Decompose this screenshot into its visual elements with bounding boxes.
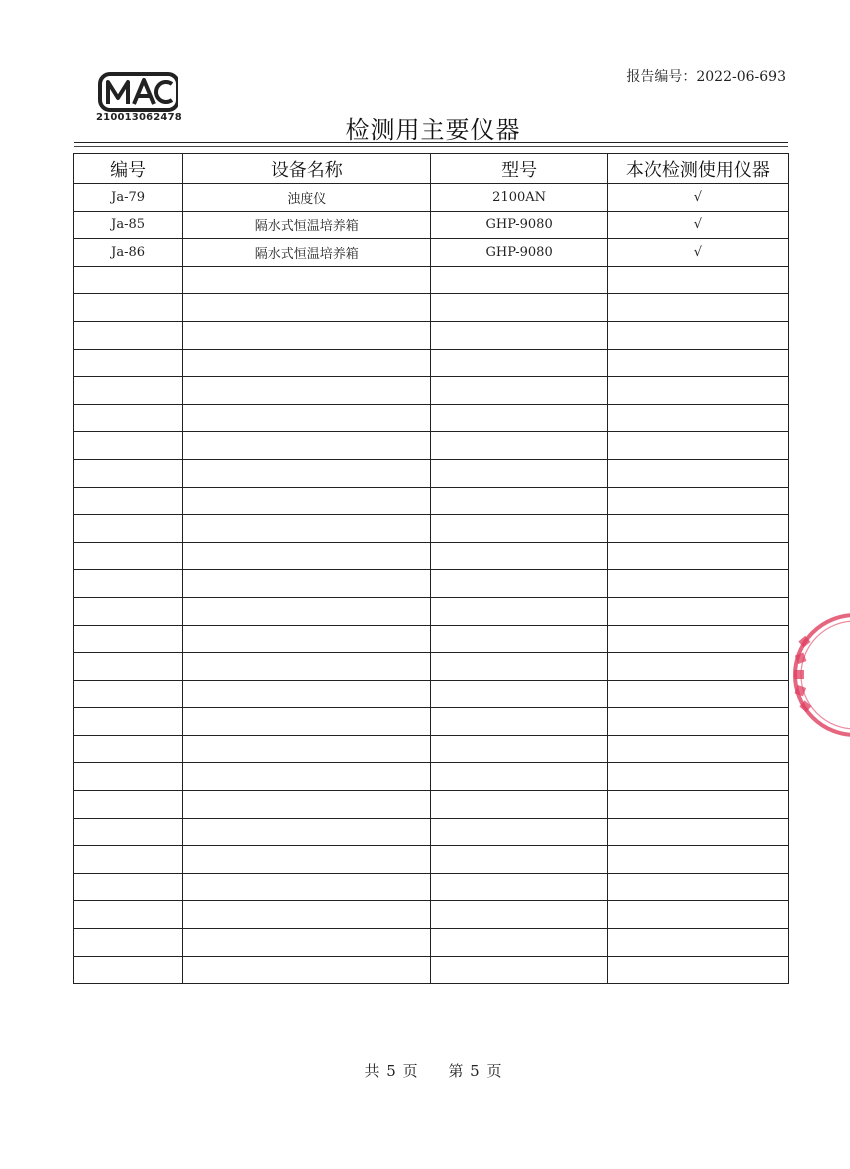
cma-number: 210013062478	[96, 112, 182, 123]
empty-cell	[183, 929, 431, 957]
report-number	[626, 66, 786, 86]
cell-id: Ja-86	[74, 239, 183, 267]
empty-cell	[74, 597, 183, 625]
empty-cell	[183, 653, 431, 681]
empty-cell	[431, 956, 607, 984]
empty-cell	[607, 597, 788, 625]
table-row-empty	[74, 404, 789, 432]
empty-cell	[183, 956, 431, 984]
table-row-empty	[74, 625, 789, 653]
empty-cell	[607, 349, 788, 377]
empty-cell	[183, 432, 431, 460]
empty-cell	[183, 266, 431, 294]
empty-cell	[607, 487, 788, 515]
empty-cell	[607, 791, 788, 819]
empty-cell	[607, 818, 788, 846]
empty-cell	[607, 294, 788, 322]
cell-name: 隔水式恒温培养箱	[183, 239, 431, 267]
empty-cell	[431, 901, 607, 929]
empty-cell	[607, 570, 788, 598]
cell-id: Ja-85	[74, 211, 183, 239]
empty-cell	[607, 404, 788, 432]
cell-name: 隔水式恒温培养箱	[183, 211, 431, 239]
table-row-empty	[74, 708, 789, 736]
table-row-empty	[74, 846, 789, 874]
table-row-empty	[74, 597, 789, 625]
empty-cell	[183, 515, 431, 543]
empty-cell	[607, 901, 788, 929]
cell-id: Ja-79	[74, 184, 183, 212]
empty-cell	[183, 597, 431, 625]
empty-cell	[431, 294, 607, 322]
empty-cell	[74, 404, 183, 432]
empty-cell	[607, 735, 788, 763]
empty-cell	[183, 791, 431, 819]
empty-cell	[183, 625, 431, 653]
header-divider-thin	[74, 146, 788, 147]
empty-cell	[431, 432, 607, 460]
empty-cell	[74, 570, 183, 598]
table-row-empty	[74, 680, 789, 708]
column-header-id: 编号	[74, 154, 183, 184]
empty-cell	[607, 515, 788, 543]
empty-cell	[183, 294, 431, 322]
empty-cell	[74, 708, 183, 736]
table-row-empty	[74, 432, 789, 460]
empty-cell	[431, 321, 607, 349]
table-row-empty	[74, 653, 789, 681]
empty-cell	[74, 294, 183, 322]
empty-cell	[431, 735, 607, 763]
table-row	[74, 184, 789, 212]
table-row-empty	[74, 956, 789, 984]
empty-cell	[74, 873, 183, 901]
empty-cell	[74, 432, 183, 460]
cell-model: GHP-9080	[431, 239, 607, 267]
empty-cell	[74, 791, 183, 819]
empty-cell	[431, 818, 607, 846]
cell-model: 2100AN	[431, 184, 607, 212]
footer-current-page: 第 5 页	[448, 1062, 502, 1080]
table-row-empty	[74, 735, 789, 763]
empty-cell	[74, 901, 183, 929]
empty-cell	[74, 459, 183, 487]
empty-cell	[183, 349, 431, 377]
column-header-used: 本次检测使用仪器	[607, 154, 788, 184]
empty-cell	[431, 349, 607, 377]
empty-cell	[183, 735, 431, 763]
empty-cell	[74, 680, 183, 708]
empty-cell	[431, 680, 607, 708]
empty-cell	[183, 763, 431, 791]
empty-cell	[183, 459, 431, 487]
empty-cell	[607, 653, 788, 681]
empty-cell	[74, 321, 183, 349]
empty-cell	[183, 404, 431, 432]
empty-cell	[431, 708, 607, 736]
empty-cell	[74, 349, 183, 377]
empty-cell	[183, 818, 431, 846]
empty-cell	[431, 846, 607, 874]
table-row-empty	[74, 542, 789, 570]
empty-cell	[431, 625, 607, 653]
table-row-empty	[74, 873, 789, 901]
empty-cell	[183, 873, 431, 901]
empty-cell	[431, 266, 607, 294]
official-seal	[790, 610, 850, 740]
empty-cell	[431, 377, 607, 405]
empty-cell	[431, 653, 607, 681]
table-row	[74, 211, 789, 239]
empty-cell	[431, 763, 607, 791]
empty-cell	[607, 846, 788, 874]
empty-cell	[431, 542, 607, 570]
page-footer	[0, 1060, 850, 1081]
empty-cell	[183, 901, 431, 929]
empty-cell	[431, 791, 607, 819]
empty-cell	[183, 321, 431, 349]
empty-cell	[183, 487, 431, 515]
table-row-empty	[74, 929, 789, 957]
empty-cell	[607, 459, 788, 487]
table-header-row	[74, 154, 789, 184]
empty-cell	[74, 625, 183, 653]
report-number-value: 2022-06-693	[696, 69, 786, 85]
table-row-empty	[74, 901, 789, 929]
empty-cell	[183, 377, 431, 405]
table-row-empty	[74, 515, 789, 543]
empty-cell	[74, 542, 183, 570]
empty-cell	[74, 735, 183, 763]
empty-cell	[607, 625, 788, 653]
empty-cell	[74, 377, 183, 405]
empty-cell	[607, 432, 788, 460]
empty-cell	[607, 321, 788, 349]
empty-cell	[74, 956, 183, 984]
column-header-name: 设备名称	[183, 154, 431, 184]
empty-cell	[607, 542, 788, 570]
report-number-label: 报告编号：	[626, 69, 697, 85]
empty-cell	[607, 680, 788, 708]
empty-cell	[183, 680, 431, 708]
table-row-empty	[74, 349, 789, 377]
cell-model: GHP-9080	[431, 211, 607, 239]
empty-cell	[607, 266, 788, 294]
table-row-empty	[74, 266, 789, 294]
empty-cell	[74, 929, 183, 957]
seal-icon	[790, 610, 850, 740]
table-row-empty	[74, 570, 789, 598]
empty-cell	[183, 708, 431, 736]
table-row-empty	[74, 377, 789, 405]
empty-cell	[74, 515, 183, 543]
table-row-empty	[74, 487, 789, 515]
empty-cell	[431, 404, 607, 432]
empty-cell	[74, 763, 183, 791]
empty-cell	[607, 708, 788, 736]
empty-cell	[431, 515, 607, 543]
table-body	[74, 184, 789, 984]
footer-total-pages: 共 5 页	[364, 1062, 418, 1080]
empty-cell	[607, 377, 788, 405]
page-title: 检测用主要仪器	[345, 116, 521, 144]
cell-used: √	[607, 184, 788, 212]
empty-cell	[74, 266, 183, 294]
empty-cell	[74, 487, 183, 515]
empty-cell	[431, 597, 607, 625]
empty-cell	[607, 763, 788, 791]
empty-cell	[431, 873, 607, 901]
empty-cell	[607, 956, 788, 984]
empty-cell	[431, 570, 607, 598]
instrument-table	[73, 153, 789, 984]
table-row	[74, 239, 789, 267]
empty-cell	[431, 459, 607, 487]
empty-cell	[607, 873, 788, 901]
table-row-empty	[74, 294, 789, 322]
cell-used: √	[607, 211, 788, 239]
table-row-empty	[74, 321, 789, 349]
empty-cell	[74, 846, 183, 874]
empty-cell	[183, 570, 431, 598]
column-header-model: 型号	[431, 154, 607, 184]
empty-cell	[431, 487, 607, 515]
empty-cell	[183, 846, 431, 874]
table-row-empty	[74, 818, 789, 846]
table-row-empty	[74, 459, 789, 487]
header-divider	[74, 142, 788, 143]
empty-cell	[607, 929, 788, 957]
table-row-empty	[74, 763, 789, 791]
table-row-empty	[74, 791, 789, 819]
empty-cell	[183, 542, 431, 570]
cma-logo-icon	[96, 70, 178, 114]
empty-cell	[74, 818, 183, 846]
empty-cell	[74, 653, 183, 681]
cell-used: √	[607, 239, 788, 267]
empty-cell	[431, 929, 607, 957]
cell-name: 浊度仪	[183, 184, 431, 212]
